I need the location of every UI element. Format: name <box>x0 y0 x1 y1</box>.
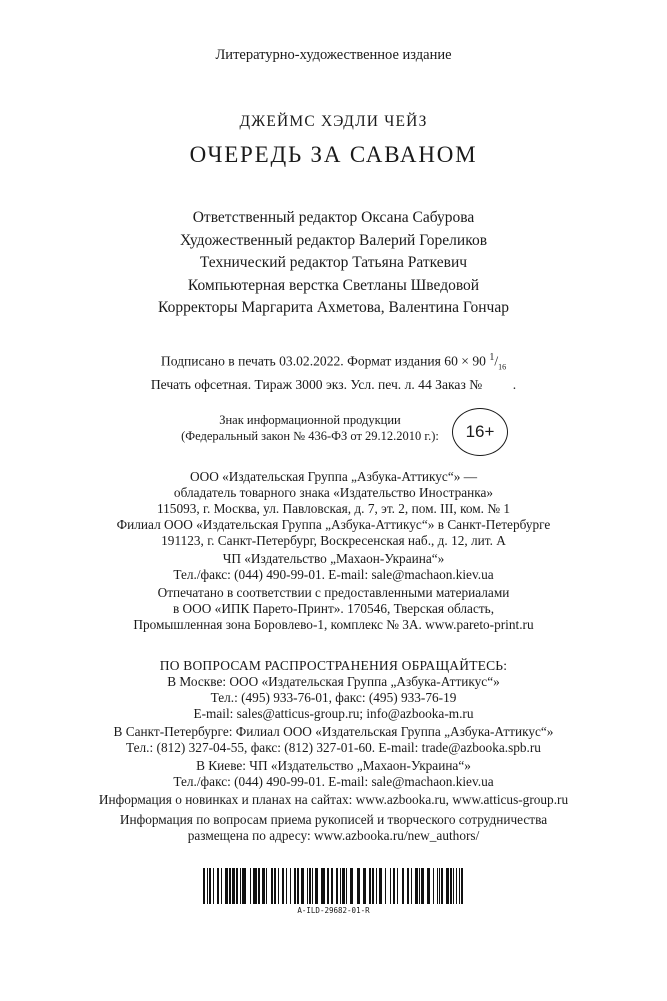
editor-line: Корректоры Маргарита Ахметова, Валентина Гончар <box>158 299 509 317</box>
print-info <box>0 349 667 394</box>
publisher-line: Отпечатано в соответствии с предоставленными материалами <box>157 585 510 600</box>
publisher-line: Филиал ООО «Издательская Группа „Азбука-Аттикус“» в Санкт-Петербурге <box>116 517 551 532</box>
publisher-line: обладатель товарного знака «Издательство Иностранка» <box>173 485 494 501</box>
distribution-kiev <box>0 758 667 790</box>
distribution-line: Тел.: (812) 327-04-55, факс: (812) 327-01-60. E-mail: trade@azbooka.spb.ru <box>126 740 541 756</box>
publisher-line: ЧП «Издательство „Махаон-Украина“» <box>222 551 445 566</box>
distribution-line: Тел./факс: (044) 490-99-01. E-mail: sale@machaon.kiev.ua <box>173 774 494 790</box>
editor-line: Ответственный редактор Оксана Сабурова <box>192 209 475 226</box>
distribution-line: В Киеве: ЧП «Издательство „Махаон-Украина“» <box>196 758 471 773</box>
sites-info-line: Информация о новинках и планах на сайтах: www.azbooka.ru, www.atticus-group.ru <box>98 792 569 807</box>
manuscripts-info <box>0 812 667 844</box>
barcode-code: A-ILD-29682-01-R <box>297 906 370 915</box>
barcode-image <box>203 868 463 904</box>
publisher-line: Тел./факс: (044) 490-99-01. E-mail: sale@machaon.kiev.ua <box>173 567 494 583</box>
distribution-spb <box>0 724 667 756</box>
editor-line: Технический редактор Татьяна Раткевич <box>199 254 468 272</box>
info-product-mark <box>170 412 450 444</box>
publisher-line: 191123, г. Санкт-Петербург, Воскресенская наб., д. 12, лит. А <box>161 533 506 549</box>
publisher-line: ООО «Издательская Группа „Азбука-Аттикус“» — <box>190 469 477 484</box>
editor-line: Компьютерная верстка Светланы Шведовой <box>187 276 480 294</box>
distribution-line: E-mail: sales@atticus-group.ru; info@azbooka-m.ru <box>193 706 474 722</box>
sites-info <box>0 792 667 808</box>
print-info-line-2: Печать офсетная. Тираж 3000 экз. Усл. печ. л. 44 Заказ № . <box>150 377 517 393</box>
author-name: ДЖЕЙМС ХЭДЛИ ЧЕЙЗ <box>239 113 428 130</box>
genre-label: Литературно-художественное издание <box>215 47 452 63</box>
format-fraction-denominator: 16 <box>498 362 507 372</box>
publisher-block <box>0 469 667 518</box>
manuscripts-line: Информация по вопросам приема рукописей и творческого сотрудничества <box>119 812 548 827</box>
distribution-line: Тел.: (495) 933-76-01, факс: (495) 933-76-19 <box>210 690 457 706</box>
print-format-text: Подписано в печать 03.02.2022. Формат издания 60 × 90 <box>160 353 486 369</box>
printing-house-block <box>0 585 667 634</box>
info-mark-law: (Федеральный закон № 436-ФЗ от 29.12.2010 г.): <box>181 429 439 443</box>
editor-line: Художественный редактор Валерий Гореликов <box>179 231 488 249</box>
distribution-moscow <box>0 674 667 723</box>
info-mark-label: Знак информационной продукции <box>219 413 401 427</box>
distribution-heading: ПО ВОПРОСАМ РАСПРОСТРАНЕНИЯ ОБРАЩАЙТЕСЬ: <box>159 658 508 673</box>
age-rating-badge: 16+ <box>452 408 508 456</box>
distribution-line: В Москве: ООО «Издательская Группа „Азбука-Аттикус“» <box>167 674 500 689</box>
editors-credits <box>0 207 667 320</box>
distribution-line: В Санкт-Петербурге: Филиал ООО «Издательская Группа „Азбука-Аттикус“» <box>113 724 554 739</box>
publisher-line: Промышленная зона Боровлево-1, комплекс № 3А. www.pareto-print.ru <box>133 617 534 633</box>
branch-block <box>0 517 667 549</box>
print-info-line-1: Подписано в печать 03.02.2022. Формат издания 60 × 90 $^1/_{16}$ <box>160 352 507 372</box>
format-fraction-numerator: 1 <box>489 352 495 363</box>
book-title: ОЧЕРЕДЬ ЗА САВАНОМ <box>189 142 478 167</box>
ukraine-publisher-block <box>0 551 667 583</box>
manuscripts-line: размещена по адресу: www.azbooka.ru/new_authors/ <box>187 828 480 844</box>
publisher-line: 115093, г. Москва, ул. Павловская, д. 7, эт. 2, пом. III, ком. № 1 <box>157 501 510 517</box>
publisher-line: в ООО «ИПК Парето-Принт». 170546, Тверская область, <box>172 601 495 617</box>
